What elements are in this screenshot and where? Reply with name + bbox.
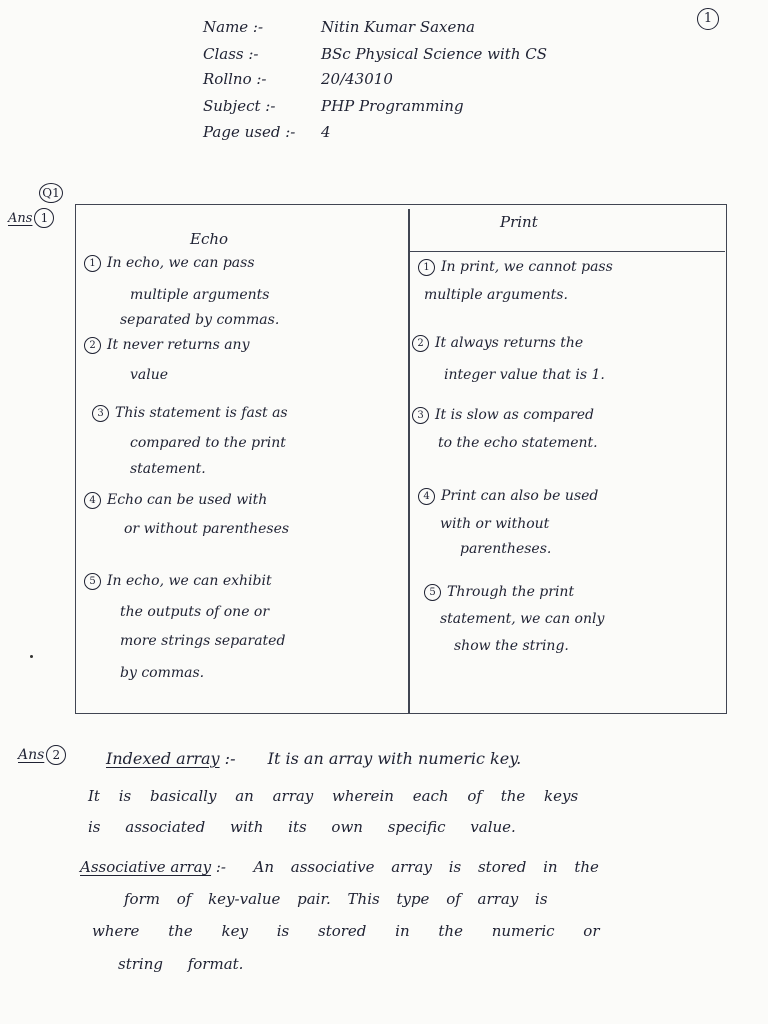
assoc-line-1: An associative array is stored in the [253,858,599,876]
subject-value: PHP Programming [321,97,464,115]
print-4-line-1: Print can also be used [441,488,599,504]
echo-5-line-3: more strings separated [120,633,286,649]
class-value: BSc Physical Science with CS [321,45,548,63]
assoc-line-2: form of key-value pair. This type of array is [124,890,548,908]
echo-1-line-2: multiple arguments [130,287,270,303]
name-label: Name :- [203,18,264,36]
q1-answer-label [8,208,54,228]
print-1-line-2: multiple arguments. [424,287,568,303]
echo-3-line-2: compared to the print [130,435,286,451]
print-header: Print [500,213,538,231]
echo-3-line-1: This statement is fast as [115,405,288,421]
echo-4-line-2: or without parentheses [124,521,290,537]
print-5-line-2: statement, we can only [440,611,605,627]
pages-row [203,123,331,141]
echo-1-line-3: separated by commas. [120,312,280,328]
print-2-line-2: integer value that is 1. [444,367,605,383]
assoc-term: Associative array [80,858,212,876]
print-num-2: 2 [412,335,429,352]
echo-num-1: 1 [84,255,101,272]
echo-5-line-1: In echo, we can exhibit [107,573,272,589]
print-num-1: 1 [418,259,435,276]
pages-value: 4 [321,123,331,141]
echo-3-line-3: statement. [130,461,206,477]
indexed-row [106,750,521,768]
q2-answer-label [18,745,66,765]
rollno-value: 20/43010 [321,70,393,88]
indexed-term: Indexed array [106,749,220,768]
subject-row [203,97,464,115]
print-num-5: 5 [424,584,441,601]
echo-num-5: 5 [84,573,101,590]
echo-5-line-4: by commas. [120,665,205,681]
name-value: Nitin Kumar Saxena [321,18,475,36]
assoc-line-4: string format. [118,955,244,973]
q2-ans-num: 2 [46,745,66,765]
q1-question-mark: Q1 [39,183,63,203]
rollno-row [203,70,393,88]
pages-label: Page used :- [203,123,296,141]
echo-2-line-1: It never returns any [107,337,250,353]
print-num-3: 3 [412,407,429,424]
echo-num-4: 4 [84,492,101,509]
q2-ans-text: Ans [18,747,45,763]
name-row [203,18,475,36]
echo-header: Echo [190,230,229,248]
print-5-line-1: Through the print [447,584,575,600]
print-num-4: 4 [418,488,435,505]
assoc-sep: :- [215,858,226,876]
assoc-line-3: where the key is stored in the numeric or [92,922,600,940]
print-1-line-1: In print, we cannot pass [441,259,613,275]
echo-1-line-1: In echo, we can pass [107,255,255,271]
print-3-line-2: to the echo statement. [438,435,598,451]
rollno-label: Rollno :- [203,70,267,88]
q1-ans-num: 1 [34,208,54,228]
print-header-rule [410,251,725,252]
class-row [203,45,547,63]
indexed-line-1: It is an array with numeric key. [267,749,522,768]
print-2-line-1: It always returns the [435,335,584,351]
page-number: 1 [697,8,719,30]
q1-ans-text: Ans [8,211,33,226]
q1-marker [37,183,63,203]
echo-2-line-2: value [130,367,169,383]
subject-label: Subject :- [203,97,276,115]
print-4-line-2: with or without [440,516,550,532]
indexed-line-2: It is basically an array wherein each of the keys [88,787,579,805]
echo-num-3: 3 [92,405,109,422]
print-5-line-3: show the string. [454,638,569,654]
echo-num-2: 2 [84,337,101,354]
table-divider [408,209,410,714]
stray-dot [30,655,33,658]
echo-4-line-1: Echo can be used with [107,492,268,508]
indexed-line-3: is associated with its own specific value. [88,818,516,836]
class-label: Class :- [203,45,259,63]
indexed-sep: :- [224,749,236,768]
print-4-line-3: parentheses. [460,541,552,557]
echo-5-line-2: the outputs of one or [120,604,270,620]
assoc-row [80,858,599,876]
print-3-line-1: It is slow as compared [435,407,595,423]
